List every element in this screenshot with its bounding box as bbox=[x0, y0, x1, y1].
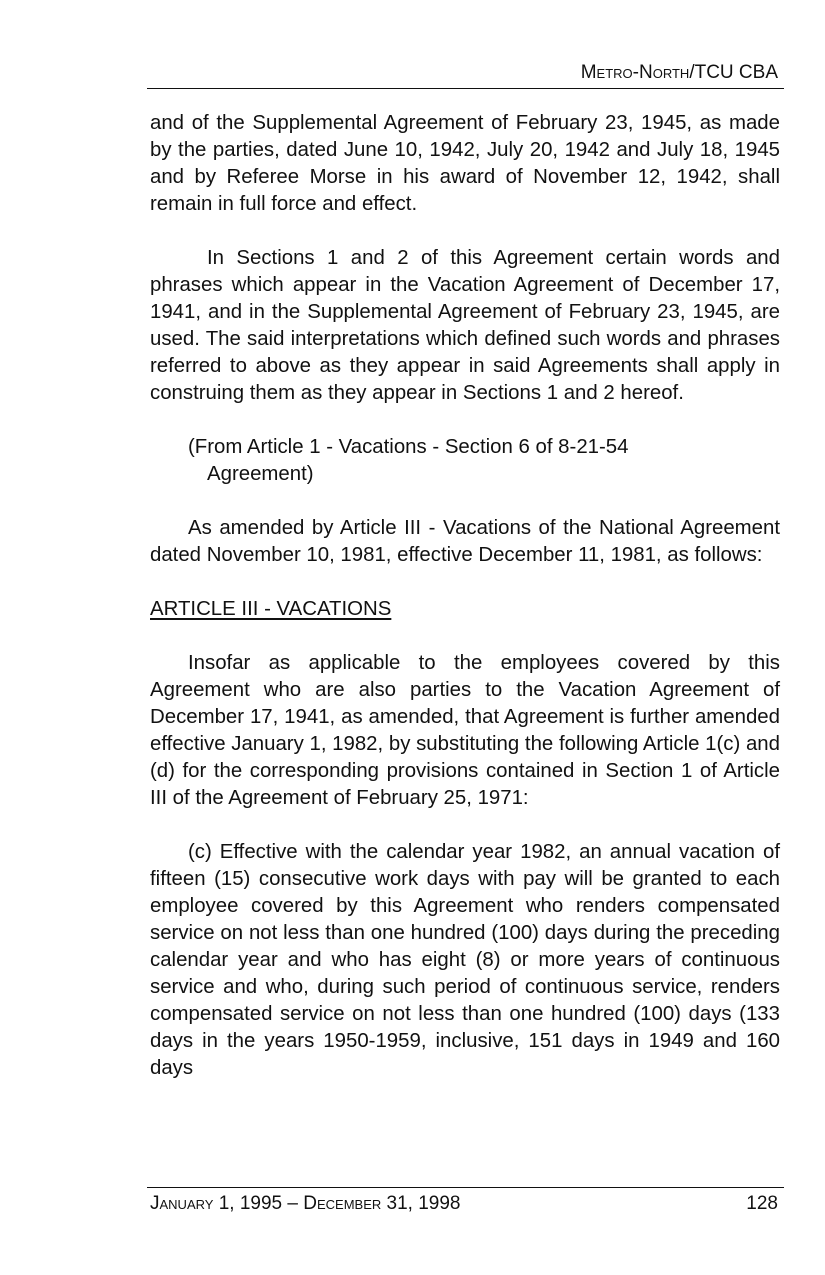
page-number: 128 bbox=[746, 1193, 778, 1214]
citation-line-1: (From Article 1 - Vacations - Section 6 of 8-21-54 bbox=[188, 436, 629, 458]
paragraph-amendment: As amended by Article III - Vacations of the National Agreement dated November 10, 1981, effective December 11, 1981, as follows: bbox=[150, 517, 780, 566]
citation-line-2: Agreement) bbox=[207, 463, 314, 485]
footer-date-range: January 1, 1995 – December 31, 1998 bbox=[150, 1193, 461, 1214]
paragraph-insofar: Insofar as applicable to the employees covered by this Agreement who are also parties to the Vacation Agreement of December 17, 1941, as amended, that Agreement is further amended effective January 1, 1982, by substituting the following Article 1(c) and (d) for the corresponding provisions contained in Section 1 of Article III of the Agreement of February 25, 1971: bbox=[150, 652, 780, 809]
section-heading bbox=[150, 596, 780, 623]
paragraph-clause-c: (c) Effective with the calendar year 1982, an annual vacation of fifteen (15) consecutive work days with pay will be granted to each employee covered by this Agreement who renders compensated service on not less than one hundred (100) days during the preceding calendar year and who has eight (8) or more years of continuous service and who, during such period of continuous service, renders compensated service on not less than one hundred (100) days (133 days in the years 1950-1959, inclusive, 151 days in 1949 and 160 days bbox=[150, 841, 780, 1079]
document-title: Metro-North/TCU CBA bbox=[580, 62, 778, 83]
running-footer bbox=[147, 1187, 784, 1218]
running-header bbox=[147, 62, 784, 89]
section-heading-text: ARTICLE III - VACATIONS bbox=[150, 598, 392, 620]
page-body bbox=[150, 110, 780, 1109]
paragraph-continuation: and of the Supplemental Agreement of February 23, 1945, as made by the parties, dated June 10, 1942, July 20, 1942 and July 18, 1945 and by Referee Morse in his award of November 12, 1942, shall remain in full force and effect. bbox=[150, 112, 780, 215]
citation-note bbox=[150, 434, 780, 488]
paragraph-interpretations: In Sections 1 and 2 of this Agreement certain words and phrases which appear in the Vacation Agreement of December 17, 1941, and in the Supplemental Agreement of February 23, 1945, are used. The said interpretations which defined such words and phrases referred to above as they appear in said Agreements shall apply in construing them as they appear in Sections 1 and 2 hereof. bbox=[150, 247, 780, 404]
